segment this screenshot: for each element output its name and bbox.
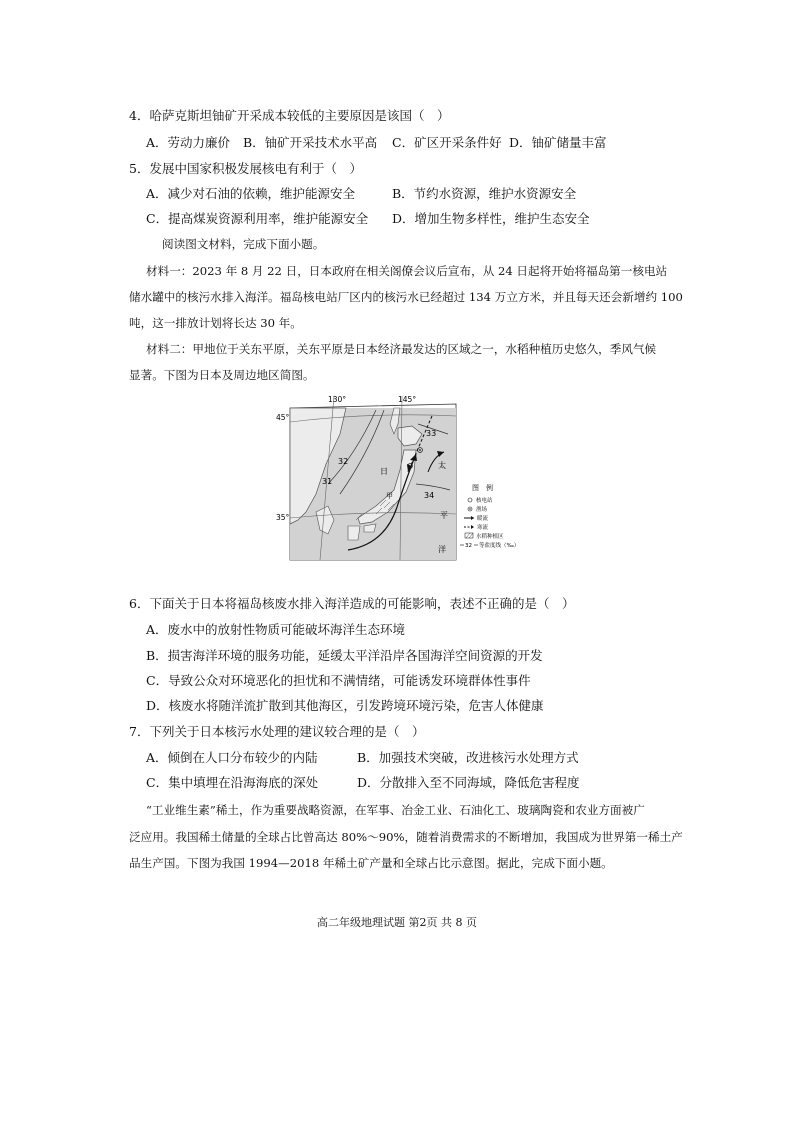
legend-isoline-value: 32 xyxy=(465,543,472,549)
q6-option-c: C．导致公众对环境恶化的担忧和不满情绪，可能诱发环境群体性事件 xyxy=(146,673,531,688)
q7-option-c: C．集中填埋在沿海海底的深处 xyxy=(146,775,319,790)
lat-label-35: 35° xyxy=(276,513,290,522)
q4-stem: 4．哈萨克斯坦铀矿开采成本较低的主要原因是该国（ ） xyxy=(129,108,450,123)
q5-option-a: A．减少对石油的依赖，维护能源安全 xyxy=(146,186,356,201)
lon-label-145: 145° xyxy=(398,395,417,404)
rare-earth-line2: 泛应用。我国稀土储量的全球占比曾高达 80%～90%，随着消费需求的不断增加，我国成为世界第一稀土产 xyxy=(129,830,683,844)
map-legend xyxy=(460,483,519,549)
legend-nuclear: 核电站 xyxy=(476,498,493,504)
q7-option-b: B．加强技术突破，改进核污水处理方式 xyxy=(357,750,579,765)
material2-line1: 材料二：甲地位于关东平原，关东平原是日本经济最发达的区域之一，水稻种植历史悠久，季风气候 xyxy=(146,342,657,356)
rare-earth-line3: 品生产国。下图为我国 1994—2018 年稀土矿产量和全球占比示意图。据此，完成下面小题。 xyxy=(129,856,613,870)
label-japan: 日 xyxy=(380,467,388,476)
fishing-ground-dot xyxy=(419,449,421,451)
label-pacific-3: 洋 xyxy=(438,545,446,554)
legend-isoline: 等盐度线（‰） xyxy=(479,543,520,549)
q6-option-d: D．核废水将随洋流扩散到其他海区，引发跨境环境污染，危害人体健康 xyxy=(146,698,544,713)
q5-stem: 5．发展中国家积极发展核电有利于（ ） xyxy=(129,161,362,176)
q4-option-d: D．铀矿储量丰富 xyxy=(509,135,607,150)
q6-option-b: B．损害海洋环境的服务功能，延缓太平洋沿岸各国海洋空间资源的开发 xyxy=(146,648,543,663)
isoline-label-33: 33 xyxy=(426,429,437,438)
label-jia: 甲 xyxy=(386,492,393,500)
q5-option-d: D．增加生物多样性，维护生态安全 xyxy=(392,211,590,226)
q5-option-b: B．节约水资源，维护水资源安全 xyxy=(392,186,577,201)
legend-nuclear-icon xyxy=(468,498,472,502)
lon-label-130: 130° xyxy=(328,395,347,404)
material1-line3: 吨，这一排放计划将长达 30 年。 xyxy=(129,316,302,330)
material1-line1: 材料一：2023 年 8 月 22 日，日本政府在相关阁僚会议后宣布，从 24 日起将开始将福岛第一核电站 xyxy=(146,264,668,278)
kyushu-island xyxy=(348,526,360,540)
q4-option-c: C．矿区开采条件好 xyxy=(392,135,502,150)
legend-rice: 水稻种植区 xyxy=(476,534,504,540)
q4-option-b: B．铀矿开采技术水平高 xyxy=(243,135,378,150)
rare-earth-line1: “工业维生素”稀土，作为重要战略资源，在军事、冶金工业、石油化工、玻璃陶瓷和农业方面被广 xyxy=(146,803,645,817)
legend-title: 图 例 xyxy=(472,484,493,492)
label-pacific-1: 太 xyxy=(438,461,446,470)
legend-rice-icon xyxy=(465,533,473,538)
legend-cold: 寒流 xyxy=(477,525,489,531)
material1-line2: 储水罐中的核污水排入海洋。福岛核电站厂区内的核污水已经超过 134 万立方米，并且每天还会新增约 100 xyxy=(129,290,683,304)
reading-intro: 阅读图文材料，完成下面小题。 xyxy=(162,237,325,251)
isoline-label-34: 34 xyxy=(424,491,435,500)
page-footer: 高二年级地理试题 第2页 共 8 页 xyxy=(317,916,477,929)
q5-option-c: C．提高煤炭资源利用率，维护能源安全 xyxy=(146,211,369,226)
q7-option-a: A．倾倒在人口分布较少的内陆 xyxy=(146,750,318,765)
q4-option-a: A．劳动力廉价 xyxy=(146,135,231,150)
legend-fishing: 渔场 xyxy=(476,507,488,513)
isoline-label-32: 32 xyxy=(338,457,349,466)
legend-warm: 暖流 xyxy=(477,516,489,522)
q7-option-d: D．分散排入至不同海域，降低危害程度 xyxy=(357,775,580,790)
label-pacific-2: 平 xyxy=(440,511,448,520)
isoline-label-31: 31 xyxy=(322,477,333,486)
q6-stem: 6．下面关于日本将福岛核废水排入海洋造成的可能影响，表述不正确的是（ ） xyxy=(129,596,575,611)
lat-label-45: 45° xyxy=(276,413,290,422)
q7-stem: 7．下列关于日本核污水处理的建议较合理的是（ ） xyxy=(129,724,425,739)
material2-line2: 显著。下图为日本及周边地区简图。 xyxy=(129,368,315,382)
q6-option-a: A．废水中的放射性物质可能破坏海洋生态环境 xyxy=(146,622,406,637)
japan-map-figure xyxy=(276,394,536,566)
